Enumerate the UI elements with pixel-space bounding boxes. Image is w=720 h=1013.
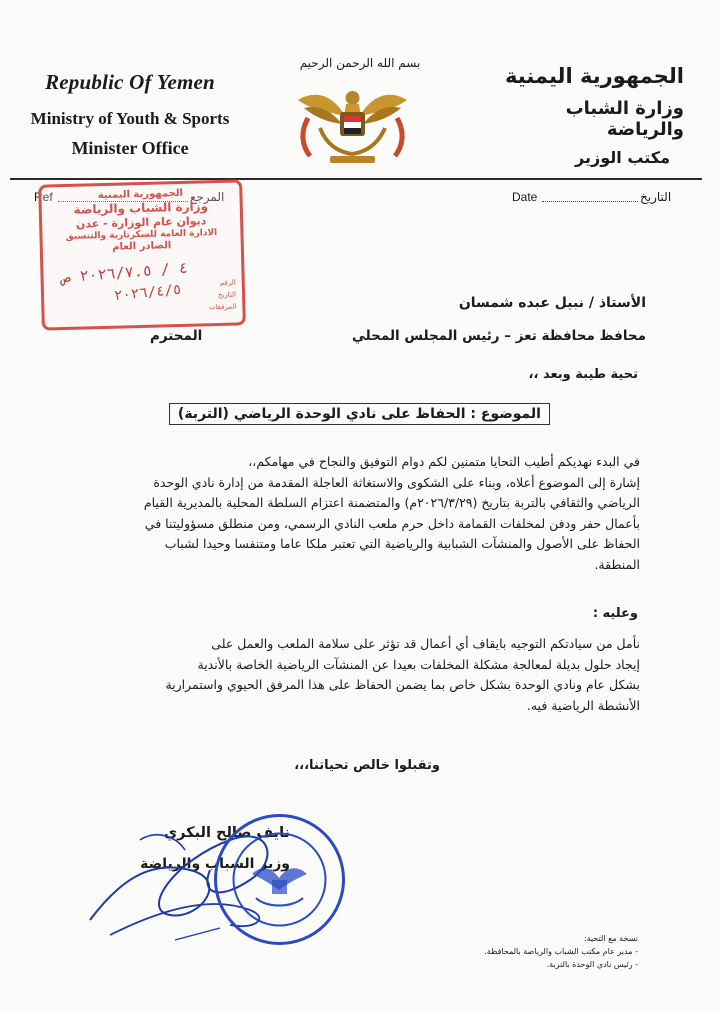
body-line: في البدء نهديكم أطيب التحايا متمنين لكم دوام التوفيق والنجاح في مهامكم،، xyxy=(248,454,640,469)
copies-item: - مدير عام مكتب الشباب والرياضة بالمحافظة. xyxy=(484,947,638,956)
date-dotted-line xyxy=(542,201,638,202)
stamp-department: الادارة العامة للسكرتارية والتنسيق xyxy=(65,228,218,242)
date-label-en: Date xyxy=(512,190,538,204)
header-en-office: Minister Office xyxy=(71,138,189,158)
stamp-office: ديوان عام الوزارة - عدن xyxy=(75,214,207,231)
signatory-name: نايف صالح البكري xyxy=(163,825,290,841)
ministry-round-seal-icon xyxy=(212,812,347,947)
header-english xyxy=(30,70,230,159)
stamp-handwritten-date: ٢٠٢٦/٤/٥ xyxy=(113,281,183,305)
stamp-ministry: وزارة الشباب والرياضة xyxy=(73,199,209,217)
honorific: المحترم xyxy=(150,328,203,344)
body-line: الأنشطة الرياضية فيه. xyxy=(526,697,640,713)
header-en-ministry: Ministry of Youth & Sports xyxy=(30,109,230,128)
body-line: نأمل من سيادتكم التوجيه بايقاف أي أعمال قد تؤثر على سلامة الملعب والعمل على xyxy=(211,636,640,651)
body-line: بشكل عام ونادي الوحدة بشكل خاص بما يضمن الحفاظ على هذا المرفق الحيوي واستمرارية xyxy=(165,677,640,692)
header-ar-office: مكتب الوزير xyxy=(575,148,670,167)
body-line: إشارة إلى الموضوع أعلاه، وبناء على الشكوى والاستغاثة العاجلة المقدمة من إدارة نادي الوحدة xyxy=(153,474,640,490)
closing-line: وتقبلوا خالص تحياتنا،،، xyxy=(294,758,440,773)
body-paragraph-2 xyxy=(90,634,640,716)
copies-list xyxy=(484,932,638,971)
stamp-field-attachments: المرفقات xyxy=(208,302,237,312)
outgoing-registry-stamp xyxy=(38,179,246,330)
basmala: بسم الله الرحمن الرحيم xyxy=(299,56,421,70)
addressee-name: الأستاذ / نبيل عبده شمسان xyxy=(458,295,646,311)
stamp-republic: الجمهورية اليمنية xyxy=(97,187,184,202)
header-ar-republic: الجمهورية اليمنية xyxy=(505,64,684,88)
stamp-handwritten-number: ٤ / ٢٠٢٦/٧.٥ ص xyxy=(60,258,189,287)
header-divider xyxy=(10,178,702,180)
stamp-field-date: التاريخ xyxy=(217,290,237,300)
body-line: بأعمال حفر ودفن لمخلفات القمامة داخل حرم ملعب النادي الرسمي، ومن منطلق مسؤوليتنا في xyxy=(144,515,640,531)
body-paragraph-1 xyxy=(90,452,640,575)
yemen-eagle-emblem-icon xyxy=(290,78,415,173)
ref-label-ar: المرجع xyxy=(190,190,225,204)
body-line: المنطقة. xyxy=(594,556,640,572)
body-line: الرياضي والثقافي بالتربة بتاريخ (٢٠٢٦/٣/٢٩م) والمتضمنة اعتزام السلطة المحلية بالمديرية القيام xyxy=(143,495,640,510)
header-arabic xyxy=(484,64,684,167)
copies-heading: نسخة مع التحية: xyxy=(583,934,638,943)
body-line: الحفاظ على الأصول والمنشآت الشبابية والرياضية التي تعتبر ملكا عاما ومتنفسا وحيدا لشباب xyxy=(164,536,640,551)
addressee-role: محافظ محافظة تعز – رئيس المجلس المحلي xyxy=(352,328,646,344)
header-en-republic: Republic Of Yemen xyxy=(45,70,215,94)
stamp-field-number: الرقم xyxy=(219,278,236,287)
stamp-registry: الصادر العام xyxy=(112,240,172,253)
body-line: إيجاد حلول بديلة لمعالجة مشكلة المخلفات بعيدا عن المنشآت الرياضية الخاصة بالأندية xyxy=(197,656,640,672)
greeting: تحية طيبة وبعد ،، xyxy=(528,367,638,382)
date-label-ar: التاريخ xyxy=(640,190,672,204)
therefore-heading: وعليه : xyxy=(592,606,638,621)
copies-item: - رئيس نادي الوحدة بالتربة. xyxy=(546,960,638,969)
subject-line: الموضوع : الحفاظ على نادي الوحدة الرياضي (التربة) xyxy=(169,403,550,425)
header-ar-ministry: وزارة الشباب والرياضة xyxy=(565,98,684,140)
signatory-title: وزير الشباب والرياضة xyxy=(140,856,290,872)
ref-label-en: Ref xyxy=(34,190,53,204)
